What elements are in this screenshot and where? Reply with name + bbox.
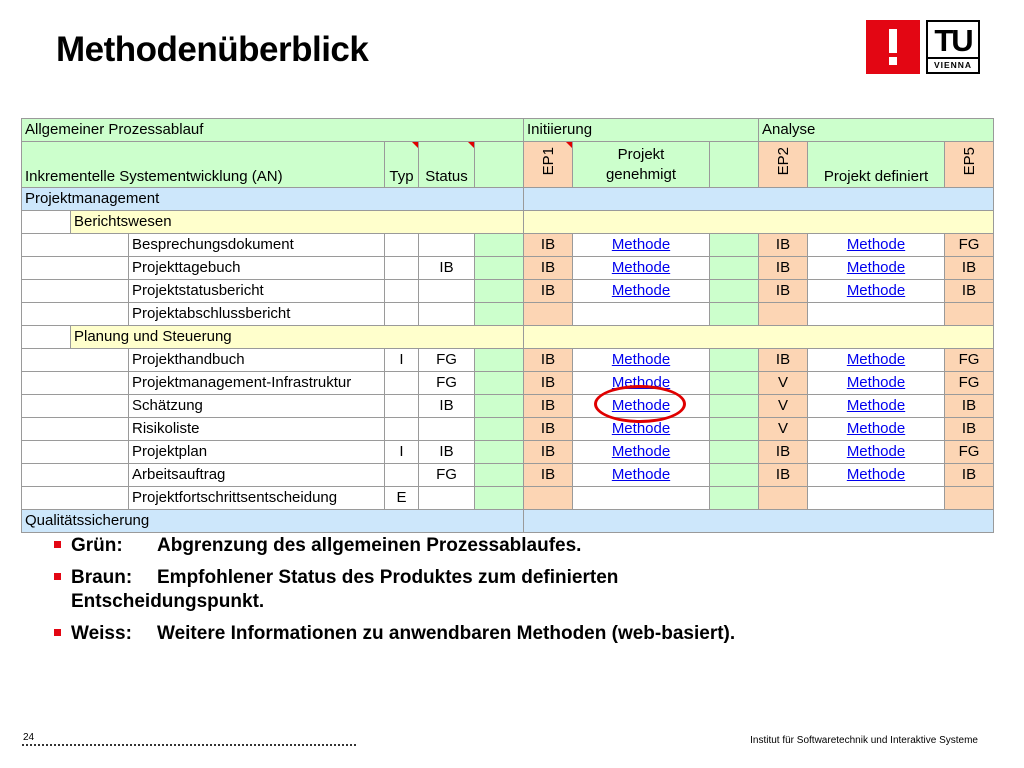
status-cell bbox=[419, 487, 475, 510]
method-cell-2 bbox=[808, 234, 945, 257]
table-row bbox=[22, 303, 994, 326]
green-spacer bbox=[710, 280, 759, 303]
section-fill bbox=[524, 188, 994, 211]
ep5-cell: FG bbox=[945, 441, 994, 464]
ep5-cell: IB bbox=[945, 257, 994, 280]
indent-cell bbox=[22, 441, 129, 464]
green-spacer bbox=[475, 303, 524, 326]
product-name: Schätzung bbox=[129, 395, 385, 418]
legend-label: Weiss: bbox=[71, 623, 132, 644]
header-model: Inkrementelle Systementwicklung (AN) bbox=[22, 142, 385, 188]
legend-text: Weitere Informationen zu anwendbaren Methoden (web-basiert). bbox=[157, 623, 736, 644]
ep2-cell: V bbox=[759, 418, 808, 441]
group-name: Berichtswesen bbox=[71, 211, 524, 234]
method-cell-1 bbox=[573, 464, 710, 487]
tu-vienna-logo bbox=[926, 20, 980, 74]
typ-cell: I bbox=[385, 349, 419, 372]
status-cell: FG bbox=[419, 349, 475, 372]
product-name: Projektplan bbox=[129, 441, 385, 464]
ep2-cell: IB bbox=[759, 234, 808, 257]
ep1-cell: IB bbox=[524, 441, 573, 464]
method-cell-2 bbox=[808, 303, 945, 326]
legend-label: Braun: bbox=[71, 567, 133, 588]
status-cell bbox=[419, 418, 475, 441]
method-cell-1 bbox=[573, 234, 710, 257]
typ-cell bbox=[385, 280, 419, 303]
green-spacer bbox=[475, 234, 524, 257]
green-spacer bbox=[710, 487, 759, 510]
status-cell bbox=[419, 280, 475, 303]
ep1-cell: IB bbox=[524, 257, 573, 280]
table-row bbox=[22, 487, 994, 510]
legend-list bbox=[54, 534, 954, 654]
green-spacer bbox=[710, 395, 759, 418]
method-link[interactable]: Methode bbox=[611, 420, 671, 437]
method-link[interactable]: Methode bbox=[846, 466, 906, 483]
table-row bbox=[22, 395, 994, 418]
status-cell: FG bbox=[419, 372, 475, 395]
ep2-cell: IB bbox=[759, 349, 808, 372]
status-cell: IB bbox=[419, 395, 475, 418]
green-spacer bbox=[710, 441, 759, 464]
typ-cell bbox=[385, 234, 419, 257]
table-row bbox=[22, 349, 994, 372]
bullet-square-icon bbox=[54, 629, 61, 636]
ep1-cell: IB bbox=[524, 349, 573, 372]
method-link[interactable]: Methode bbox=[611, 282, 671, 299]
green-spacer bbox=[710, 372, 759, 395]
ep1-cell bbox=[524, 303, 573, 326]
header-initiierung: Initiierung bbox=[524, 119, 759, 142]
method-link[interactable]: Methode bbox=[846, 443, 906, 460]
table-row bbox=[22, 418, 994, 441]
status-cell: FG bbox=[419, 464, 475, 487]
product-name: Projektfortschrittsentscheidung bbox=[129, 487, 385, 510]
indent-cell bbox=[22, 280, 129, 303]
header-ep2 bbox=[759, 142, 808, 188]
green-spacer bbox=[475, 349, 524, 372]
product-name: Besprechungsdokument bbox=[129, 234, 385, 257]
ep1-cell: IB bbox=[524, 234, 573, 257]
header-ep2-label: EP2 bbox=[774, 147, 792, 176]
indent-cell bbox=[22, 211, 71, 234]
header-ep1-label: EP1 bbox=[539, 147, 557, 176]
green-spacer bbox=[475, 395, 524, 418]
method-cell-1 bbox=[573, 418, 710, 441]
green-spacer bbox=[475, 418, 524, 441]
logo-tu-letters: TU bbox=[934, 23, 972, 58]
typ-cell bbox=[385, 418, 419, 441]
ep2-cell: V bbox=[759, 372, 808, 395]
method-link[interactable]: Methode bbox=[846, 397, 906, 414]
indent-cell bbox=[22, 326, 71, 349]
indent-cell bbox=[22, 395, 129, 418]
group-fill bbox=[524, 326, 994, 349]
method-cell-2 bbox=[808, 487, 945, 510]
legend-item bbox=[54, 622, 954, 646]
bullet-square-icon bbox=[54, 573, 61, 580]
ep5-cell: FG bbox=[945, 372, 994, 395]
ep5-cell: FG bbox=[945, 349, 994, 372]
typ-cell: I bbox=[385, 441, 419, 464]
green-spacer bbox=[475, 372, 524, 395]
green-spacer bbox=[475, 257, 524, 280]
method-link[interactable]: Methode bbox=[611, 374, 671, 391]
ep5-cell bbox=[945, 487, 994, 510]
method-cell-1 bbox=[573, 487, 710, 510]
typ-cell bbox=[385, 464, 419, 487]
indent-cell bbox=[22, 303, 129, 326]
product-name: Projektabschlussbericht bbox=[129, 303, 385, 326]
group-name: Planung und Steuerung bbox=[71, 326, 524, 349]
section-fill bbox=[524, 510, 994, 533]
ep1-cell: IB bbox=[524, 395, 573, 418]
method-cell-1 bbox=[573, 372, 710, 395]
indent-cell bbox=[22, 372, 129, 395]
method-cell-1 bbox=[573, 395, 710, 418]
indent-cell bbox=[22, 349, 129, 372]
indent-cell bbox=[22, 487, 129, 510]
footer-dotted-line bbox=[22, 744, 356, 746]
ep2-cell: IB bbox=[759, 464, 808, 487]
ep5-cell: IB bbox=[945, 464, 994, 487]
green-spacer bbox=[710, 464, 759, 487]
green-spacer bbox=[475, 441, 524, 464]
product-name: Projektmanagement-Infrastruktur bbox=[129, 372, 385, 395]
product-name: Projektstatusbericht bbox=[129, 280, 385, 303]
status-cell bbox=[419, 234, 475, 257]
ep1-cell bbox=[524, 487, 573, 510]
header-typ: Typ bbox=[385, 142, 419, 188]
method-cell-2 bbox=[808, 441, 945, 464]
table-row bbox=[22, 234, 994, 257]
method-cell-1 bbox=[573, 349, 710, 372]
ep2-cell bbox=[759, 303, 808, 326]
method-cell-1 bbox=[573, 257, 710, 280]
logo-exclamation-icon bbox=[866, 20, 920, 74]
methods-table bbox=[21, 118, 994, 533]
ep1-cell: IB bbox=[524, 280, 573, 303]
ep5-cell: IB bbox=[945, 395, 994, 418]
method-link[interactable]: Methode bbox=[611, 236, 671, 253]
status-cell: IB bbox=[419, 441, 475, 464]
method-link[interactable]: Methode bbox=[846, 259, 906, 276]
green-spacer bbox=[710, 303, 759, 326]
legend-text: Empfohlener Status des Produktes zum definierten bbox=[157, 567, 619, 588]
footer-institute: Institut für Softwaretechnik und Interaktive Systeme bbox=[750, 735, 978, 746]
indent-cell bbox=[22, 464, 129, 487]
method-link[interactable]: Methode bbox=[611, 443, 671, 460]
ep2-cell: IB bbox=[759, 280, 808, 303]
green-spacer bbox=[710, 257, 759, 280]
method-link[interactable]: Methode bbox=[611, 351, 671, 368]
method-link[interactable]: Methode bbox=[846, 282, 906, 299]
legend-label: Grün: bbox=[71, 535, 123, 556]
green-spacer bbox=[475, 280, 524, 303]
legend-text: Abgrenzung des allgemeinen Prozessablaufes. bbox=[157, 535, 582, 556]
method-cell-1 bbox=[573, 280, 710, 303]
method-cell-1 bbox=[573, 441, 710, 464]
header-ep1 bbox=[524, 142, 573, 188]
method-link[interactable]: Methode bbox=[611, 466, 671, 483]
product-name: Arbeitsauftrag bbox=[129, 464, 385, 487]
product-name: Projekttagebuch bbox=[129, 257, 385, 280]
green-spacer bbox=[710, 349, 759, 372]
group-row bbox=[22, 211, 994, 234]
method-cell-2 bbox=[808, 257, 945, 280]
header-blank-2 bbox=[710, 142, 759, 188]
header-projekt-definiert: Projekt definiert bbox=[808, 142, 945, 188]
typ-cell bbox=[385, 257, 419, 280]
typ-cell bbox=[385, 303, 419, 326]
method-cell-2 bbox=[808, 280, 945, 303]
section-row bbox=[22, 510, 994, 533]
section-name: Qualitätssicherung bbox=[22, 510, 524, 533]
table-row bbox=[22, 464, 994, 487]
method-link[interactable]: Methode bbox=[611, 259, 671, 276]
page-number: 24 bbox=[23, 732, 35, 743]
status-cell bbox=[419, 303, 475, 326]
table-row bbox=[22, 257, 994, 280]
method-cell-2 bbox=[808, 349, 945, 372]
ep5-cell: FG bbox=[945, 234, 994, 257]
ep5-cell: IB bbox=[945, 418, 994, 441]
method-link[interactable]: Methode bbox=[846, 374, 906, 391]
header-analyse: Analyse bbox=[759, 119, 994, 142]
green-spacer bbox=[710, 234, 759, 257]
typ-cell bbox=[385, 395, 419, 418]
header-blank-1 bbox=[475, 142, 524, 188]
logo-tu-sub: VIENNA bbox=[928, 57, 978, 70]
section-row bbox=[22, 188, 994, 211]
ep2-cell: IB bbox=[759, 441, 808, 464]
method-cell-2 bbox=[808, 418, 945, 441]
status-cell: IB bbox=[419, 257, 475, 280]
method-cell-2 bbox=[808, 372, 945, 395]
method-link[interactable]: Methode bbox=[611, 397, 671, 414]
table-row bbox=[22, 372, 994, 395]
ep2-cell bbox=[759, 487, 808, 510]
typ-cell bbox=[385, 372, 419, 395]
header-projekt-genehmigt: Projekt genehmigt bbox=[573, 142, 710, 188]
ep2-cell: V bbox=[759, 395, 808, 418]
ep1-cell: IB bbox=[524, 372, 573, 395]
ep1-cell: IB bbox=[524, 464, 573, 487]
indent-cell bbox=[22, 234, 129, 257]
header-status: Status bbox=[419, 142, 475, 188]
legend-text-continued: Entscheidungspunkt. bbox=[71, 591, 265, 612]
group-fill bbox=[524, 211, 994, 234]
green-spacer bbox=[475, 464, 524, 487]
bullet-square-icon bbox=[54, 541, 61, 548]
ep1-cell: IB bbox=[524, 418, 573, 441]
green-spacer bbox=[475, 487, 524, 510]
ep5-cell: IB bbox=[945, 280, 994, 303]
indent-cell bbox=[22, 257, 129, 280]
method-link[interactable]: Methode bbox=[846, 420, 906, 437]
indent-cell bbox=[22, 418, 129, 441]
product-name: Risikoliste bbox=[129, 418, 385, 441]
method-cell-2 bbox=[808, 464, 945, 487]
legend-item bbox=[54, 534, 954, 558]
ep5-cell bbox=[945, 303, 994, 326]
header-ep5-label: EP5 bbox=[960, 147, 978, 176]
green-spacer bbox=[710, 418, 759, 441]
slide-title: Methodenüberblick bbox=[56, 30, 369, 69]
section-name: Projektmanagement bbox=[22, 188, 524, 211]
header-process: Allgemeiner Prozessablauf bbox=[22, 119, 524, 142]
header-ep5 bbox=[945, 142, 994, 188]
group-row bbox=[22, 326, 994, 349]
product-name: Projekthandbuch bbox=[129, 349, 385, 372]
ep2-cell: IB bbox=[759, 257, 808, 280]
method-link[interactable]: Methode bbox=[846, 351, 906, 368]
table-row bbox=[22, 441, 994, 464]
typ-cell: E bbox=[385, 487, 419, 510]
method-cell-2 bbox=[808, 395, 945, 418]
method-cell-1 bbox=[573, 303, 710, 326]
legend-item bbox=[54, 566, 954, 614]
method-link[interactable]: Methode bbox=[846, 236, 906, 253]
table-row bbox=[22, 280, 994, 303]
